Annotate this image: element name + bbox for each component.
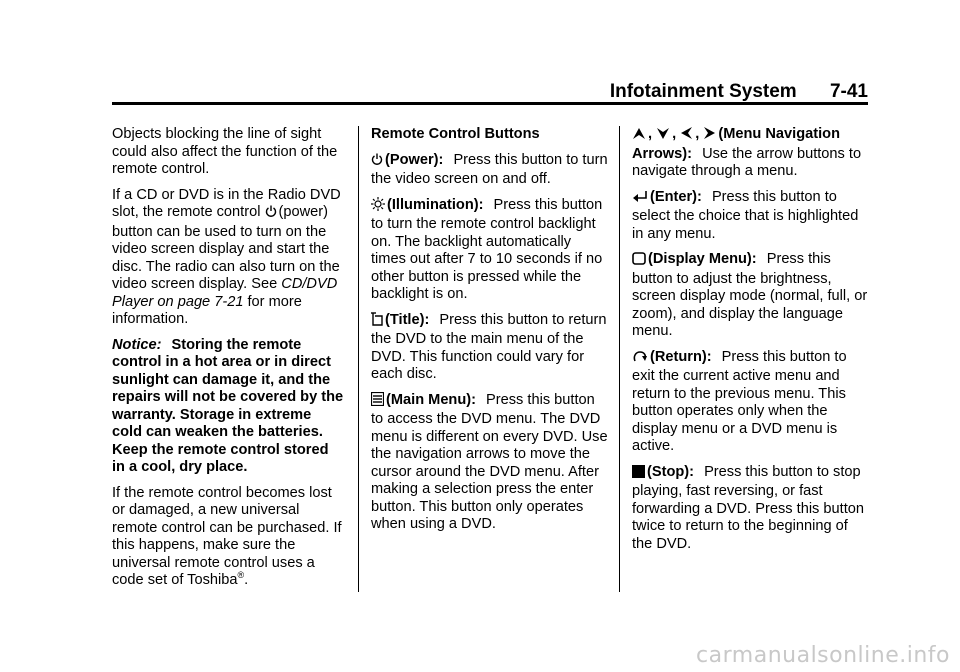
- return-item: (Return): Press this button to exit the current active menu and return to the previous menu. This button operates only when the display menu or a DVD menu is active.: [632, 348, 847, 454]
- navigation-arrows-item: , , , (Menu Navigation Arrows): Use the arrow buttons to navigate through a menu.: [632, 126, 862, 179]
- arrow-up-icon: [632, 127, 646, 146]
- display-menu-item: (Display Menu): Press this button to adjust the brightness, screen display mode (normal, full, or zoom), and display the language menu.: [632, 251, 868, 339]
- arrow-left-icon: [680, 126, 693, 146]
- main-menu-icon: [371, 392, 384, 412]
- remote-buttons-heading: Remote Control Buttons: [371, 126, 540, 142]
- stop-item: (Stop): Press this button to stop playing, fast reversing, or fast forwarding a DVD. Press this button twice to return to the beginning of the DVD.: [632, 463, 864, 552]
- power-icon: [371, 153, 383, 172]
- stop-icon: [632, 465, 645, 484]
- notice-text: Storing the remote control in a hot area or in direct sunlight can damage it, and the repairs will not be covered by the warranty. Storage in extreme cold can weaken the batteries. Keep the remote control stored in a cool, dry place.: [112, 336, 344, 475]
- cross-reference-link[interactable]: CD/DVD Player on page 7-21: [112, 276, 338, 310]
- page-header: [112, 80, 868, 104]
- power-item: (Power): Press this button to turn the video screen on and off.: [371, 151, 608, 187]
- watermark: carmanualsonline.info: [696, 643, 950, 668]
- paragraph-cd-dvd: If a CD or DVD is in the Radio DVD slot, the remote control (power) button can be used to turn on the video screen display and start the disc. The radio can also turn on the video screen display. See CD/DVD Player on page 7-21 for more information.: [112, 186, 341, 327]
- column-1: [112, 126, 344, 598]
- illumination-item: (Illumination): Press this button to turn the remote control backlight on. The backlight automatically times out after 7 to 10 seconds if no other button is pressed while the backlight is on.: [371, 196, 603, 302]
- arrow-right-icon: [703, 126, 716, 146]
- power-icon: [265, 205, 277, 224]
- registered-mark: ®: [237, 570, 245, 581]
- title-icon: [371, 312, 383, 332]
- section-title: Infotainment System: [609, 81, 797, 102]
- column-divider-1: [358, 126, 359, 592]
- arrow-down-icon: [656, 127, 670, 146]
- paragraph-line-of-sight: Objects blocking the line of sight could also affect the function of the remote control.: [112, 126, 338, 177]
- column-2: [371, 126, 609, 542]
- column-divider-2: [619, 126, 620, 592]
- enter-icon: [632, 190, 648, 209]
- enter-item: (Enter): Press this button to select the choice that is highlighted in any menu.: [632, 188, 859, 242]
- illumination-icon: [371, 197, 385, 217]
- page-number: 7-41: [829, 81, 868, 102]
- paragraph-toshiba: If the remote control becomes lost or damaged, a new universal remote control can be purchased. If this happens, make sure the universal remote control uses a code set of Toshiba®.: [112, 484, 342, 588]
- title-item: (Title): Press this button to return the DVD to the main menu of the DVD. This function could vary for each disc.: [371, 311, 607, 382]
- column-3: [632, 126, 868, 561]
- display-menu-icon: [632, 252, 646, 271]
- notice-label: Notice:: [112, 336, 162, 353]
- header-rule: [112, 102, 868, 105]
- return-icon: [632, 350, 648, 369]
- main-menu-item: (Main Menu): Press this button to access the DVD menu. The DVD menu is different on every DVD. Use the navigation arrows to move the cursor around the DVD menu. After making a selection press the enter button. This button only operates when using a DVD.: [371, 391, 608, 532]
- notice-paragraph: [112, 337, 344, 477]
